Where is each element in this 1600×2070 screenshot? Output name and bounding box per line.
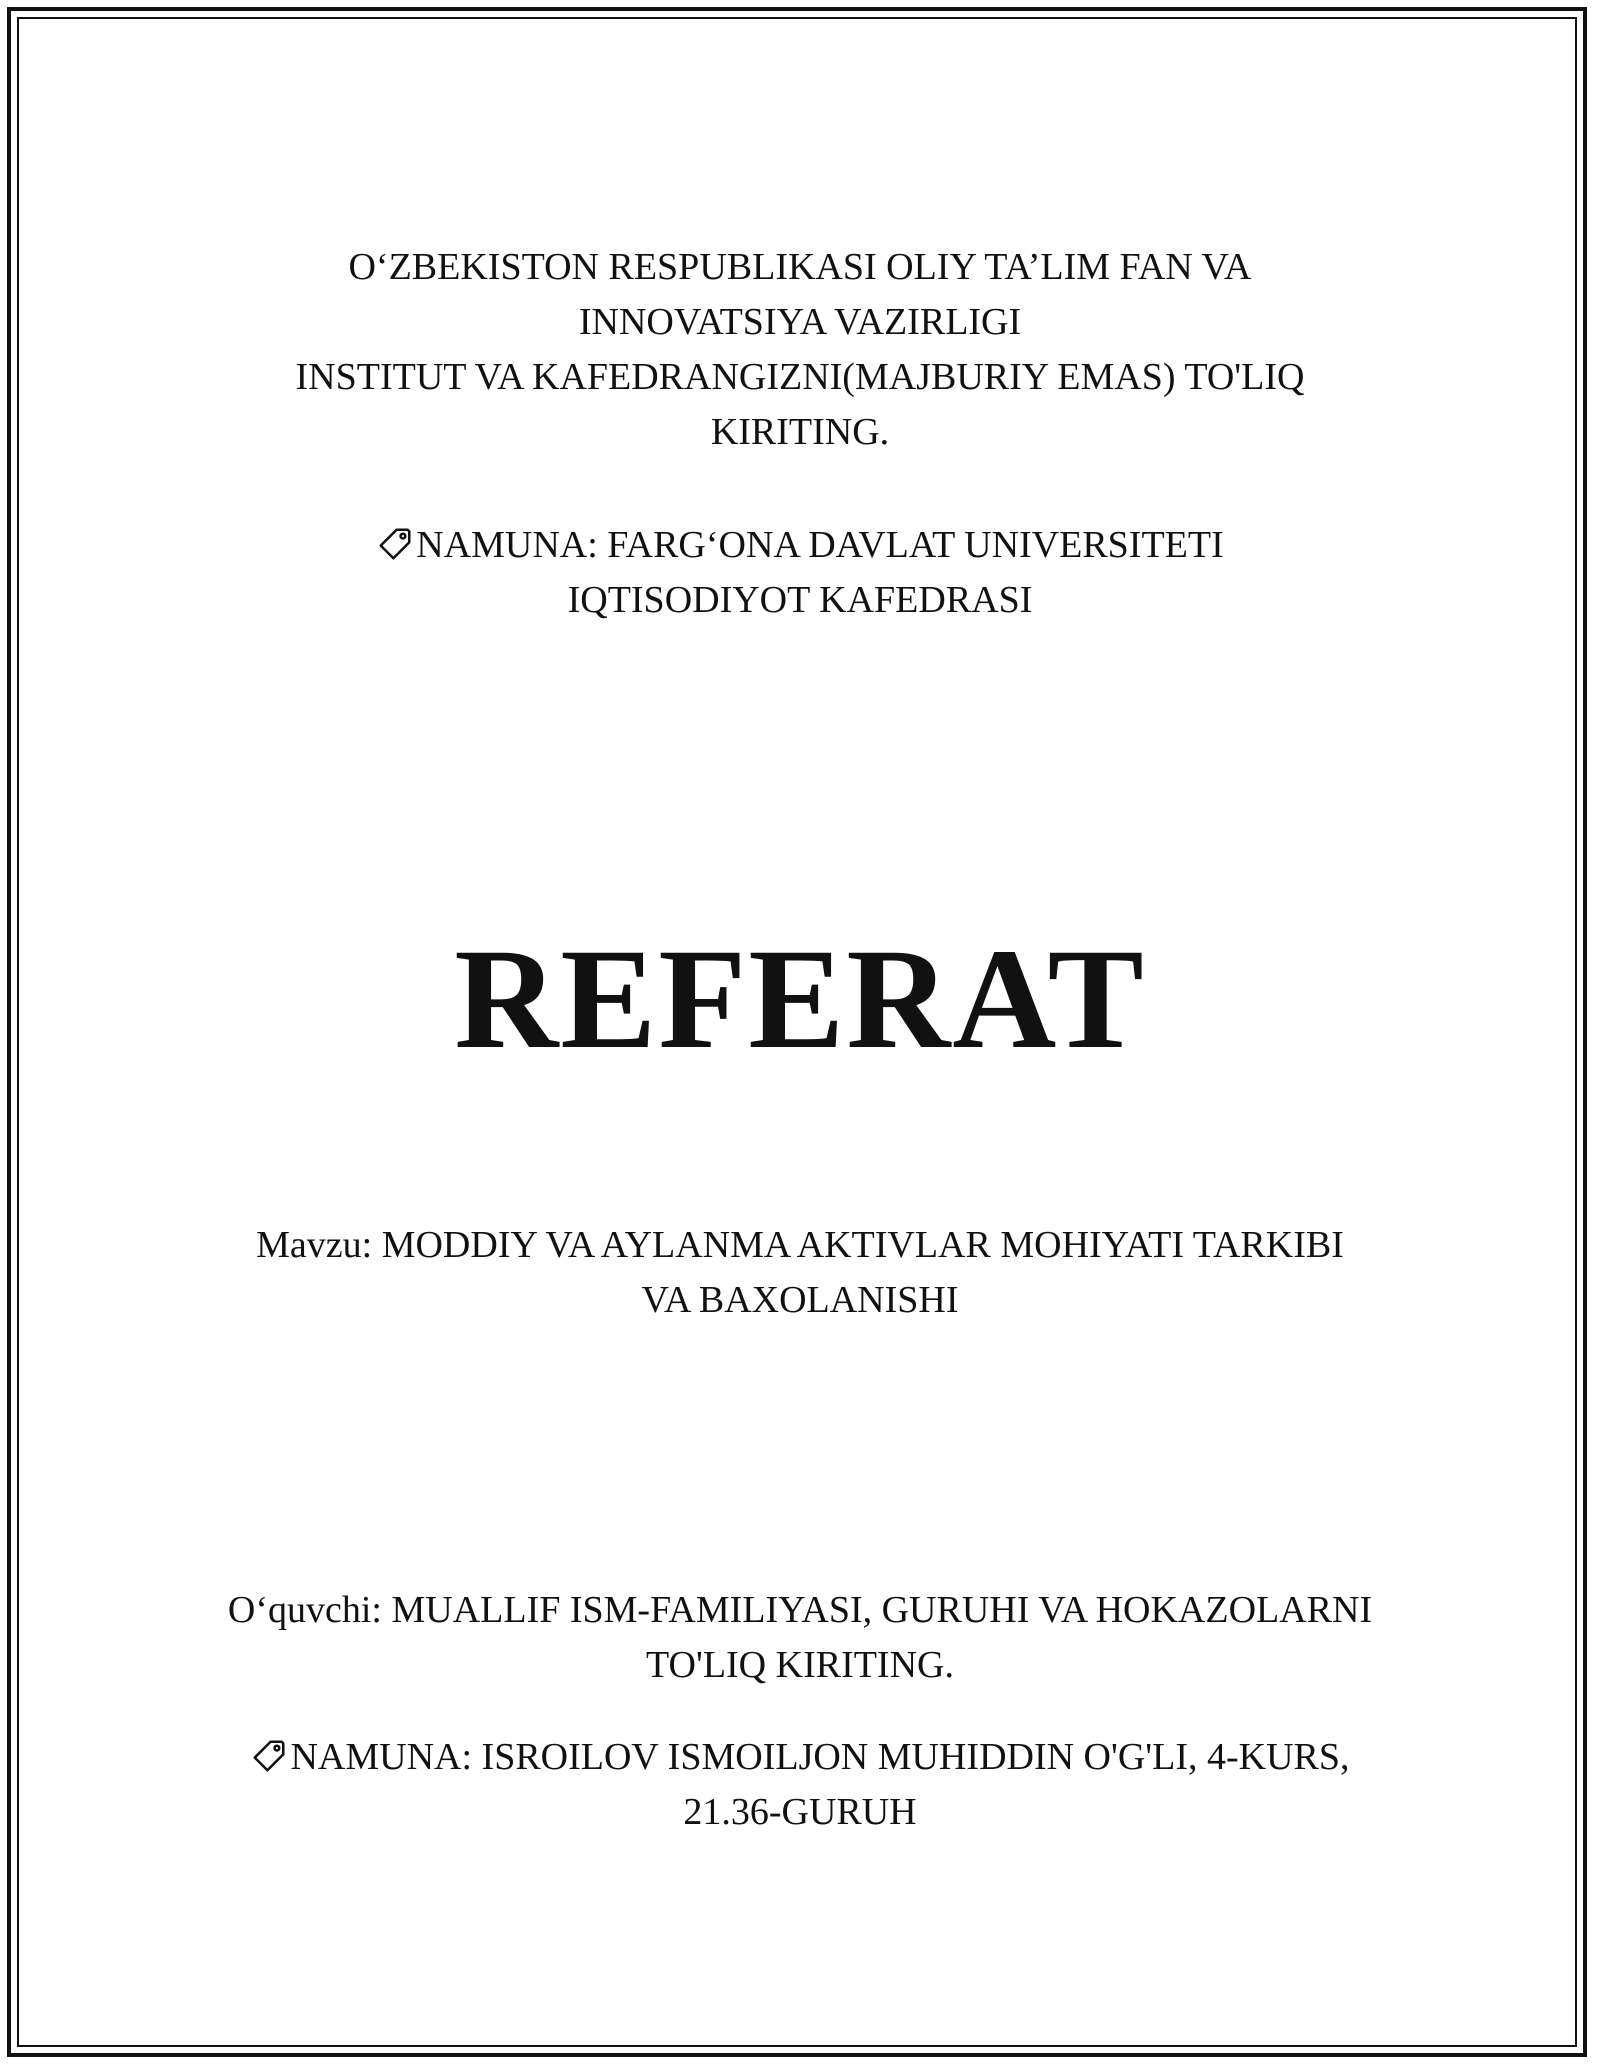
student-example-line-1	[0, 1730, 1600, 1785]
student-block	[0, 1583, 1600, 1693]
student-example-block	[0, 1730, 1600, 1840]
student-line-2: TO'LIQ KIRITING.	[646, 1644, 954, 1686]
tag-icon	[250, 1737, 288, 1775]
institute-example-line-1	[0, 518, 1600, 573]
ministry-line-1: O‘ZBEKISTON RESPUBLIKASI OLIY TA’LIM FAN VA	[348, 246, 1252, 288]
document-title: REFERAT	[454, 920, 1146, 1079]
institute-example-text: NAMUNA: FARG‘ONA DAVLAT UNIVERSITETI	[416, 524, 1224, 566]
student-example-text: NAMUNA: ISROILOV ISMOILJON MUHIDDIN O'G'LI, 4-KURS,	[290, 1736, 1350, 1778]
ministry-line-2: INNOVATSIYA VAZIRLIGI	[578, 301, 1022, 343]
student-example-line-2: 21.36-GURUH	[683, 1791, 917, 1833]
institute-line-2: KIRITING.	[710, 411, 890, 453]
institute-example-block	[0, 518, 1600, 628]
institute-example-line-2: IQTISODIYOT KAFEDRASI	[567, 579, 1033, 621]
institute-line-1: INSTITUT VA KAFEDRANGIZNI(MAJBURIY EMAS) TO'LIQ	[295, 356, 1305, 398]
topic-line-1: Mavzu: MODDIY VA AYLANMA AKTIVLAR MOHIYATI TARKIBI	[256, 1224, 1344, 1266]
header-block	[0, 240, 1600, 460]
topic-line-2: VA BAXOLANISHI	[641, 1279, 959, 1321]
student-line-1: O‘quvchi: MUALLIF ISM-FAMILIYASI, GURUHI VA HOKAZOLARNI	[227, 1589, 1373, 1631]
tag-icon	[376, 525, 414, 563]
topic-block	[0, 1218, 1600, 1328]
